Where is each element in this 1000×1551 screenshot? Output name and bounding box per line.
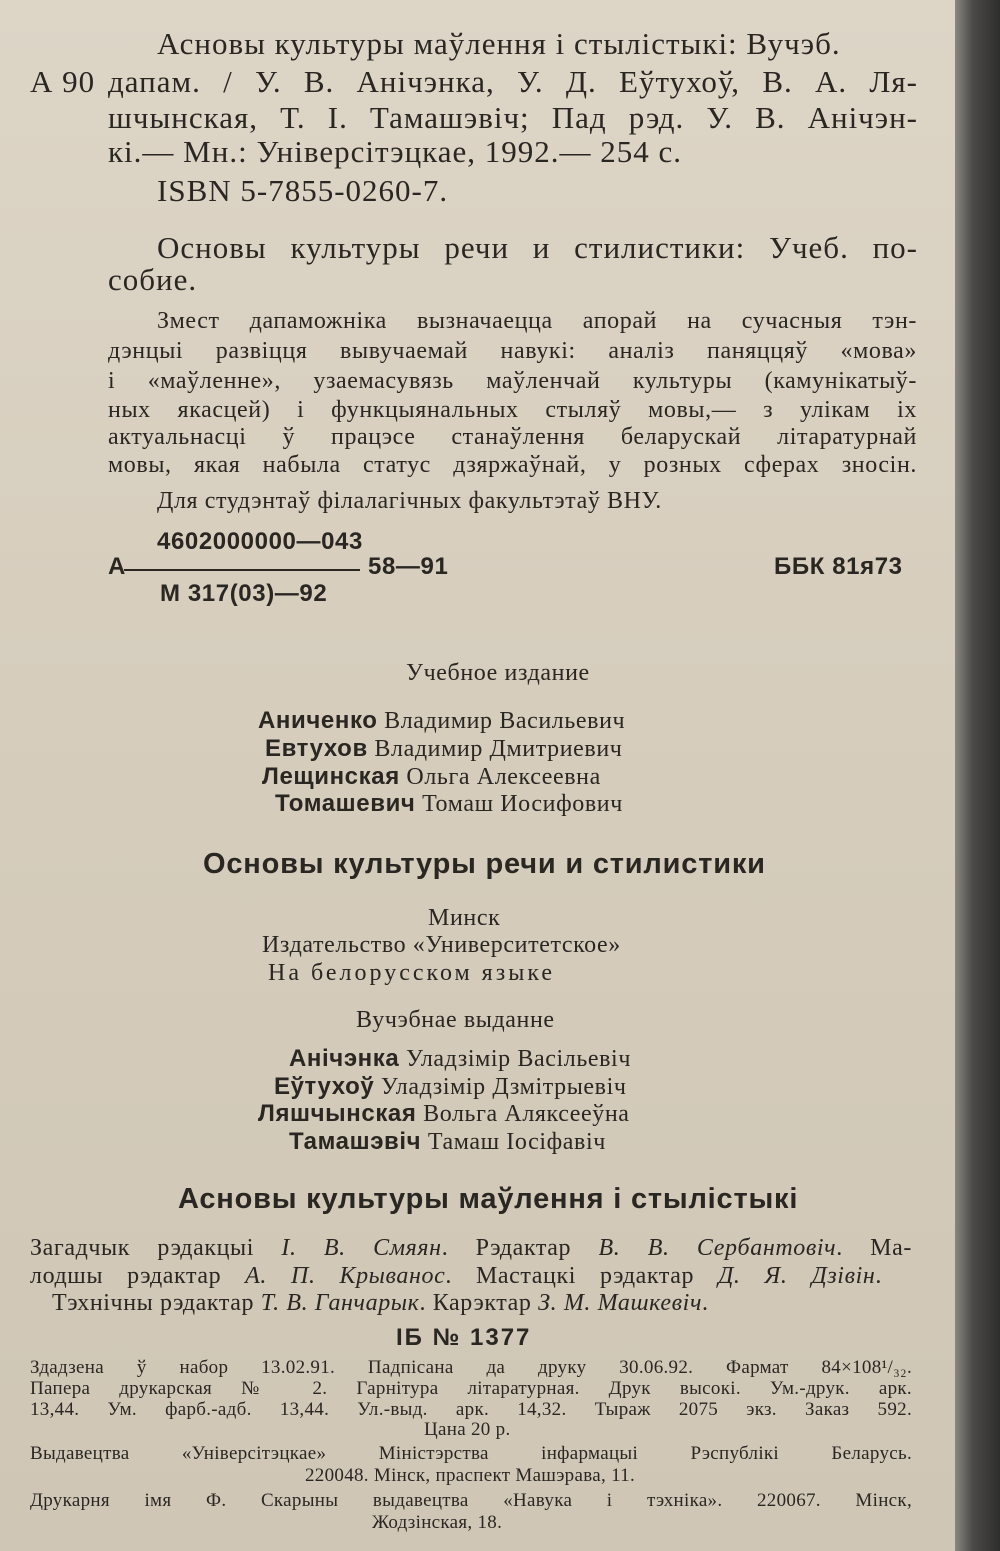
fraction-line	[124, 569, 360, 571]
editor-name: В. В. Сербантовіч	[598, 1235, 837, 1261]
by-author-3	[258, 1100, 630, 1128]
staff-line-3: Тэхнічны рэдактар Т. В. Ганчарык. Карэктар З. М. Машкевіч.	[52, 1290, 709, 1316]
print-info-line-2: Папера друкарская № 2. Гарнітура літаратурная. Друк высокі. Ум.-друк. арк.	[30, 1378, 912, 1399]
editor-label: Рэдактар	[475, 1235, 572, 1261]
bib-code: А 90	[30, 64, 96, 99]
publisher-line-2: 220048. Мінск, праспект Машэрава, 11.	[305, 1465, 636, 1486]
by-author-2-name: Уладзімір Дзмітрыевіч	[380, 1074, 627, 1100]
proofreader-name: З. М. Машкевіч	[538, 1290, 703, 1316]
tech-editor-label: Тэхнічны рэдактар	[52, 1290, 255, 1316]
by-author-1-surname: Анічэнка	[289, 1045, 400, 1072]
by-author-1-name: Уладзімір Васільевіч	[405, 1046, 631, 1072]
by-author-2	[274, 1073, 627, 1101]
print-info-line-3: 13,44. Ум. фарб.-адб. 13,44. Ул.-выд. арк. 14,32. Тыраж 2075 экз. Заказ 592.	[30, 1399, 912, 1420]
audience: Для студэнтаў філалагічных факультэтаў ВНУ.	[157, 488, 662, 514]
publisher-line-1: Выдавецтва «Універсітэцкае» Міністэрства інфармацыі Рэспублікі Беларусь.	[30, 1443, 912, 1464]
bbk-code: ББК 81я73	[774, 553, 903, 580]
code-numerator: 4602000000—043	[157, 528, 363, 555]
code-suffix: 58—91	[368, 553, 449, 580]
ru-language: На белорусском языке	[268, 960, 556, 986]
ru-author-3-name: Ольга Алексеевна	[406, 764, 601, 790]
ru-author-2-name: Владимир Дмитриевич	[374, 736, 623, 762]
by-author-4	[289, 1128, 606, 1156]
proofreader-label: Карэктар	[432, 1290, 532, 1316]
by-author-2-surname: Еўтухоў	[274, 1073, 375, 1100]
by-author-3-name: Вольга Аляксееўна	[423, 1101, 630, 1127]
printer-line-1: Друкарня імя Ф. Скарыны выдавецтва «Навука і тэхніка». 220067. Мінск,	[30, 1490, 912, 1511]
annotation-line-2: дэнцыі развіцця вывучаемай навукі: аналіз паняццяў «мова»	[108, 338, 917, 364]
bib-line-4: кі.— Мн.: Універсітэцкае, 1992.— 254 с.	[108, 134, 683, 169]
ru-parallel-title-line-1: Основы культуры речи и стилистики: Учеб. по-	[157, 230, 918, 265]
ru-publisher: Издательство «Университетское»	[262, 932, 621, 958]
print-info-line-1: Здадзена ў набор 13.02.91. Падпісана да друку 30.06.92. Фармат 84×108¹/₃₂.	[30, 1357, 912, 1378]
ru-author-2-surname: Евтухов	[265, 735, 368, 762]
printer-line-2: Жодзінская, 18.	[372, 1512, 503, 1533]
ib-number: ІБ № 1377	[396, 1324, 532, 1351]
staff-line-1: Загадчык рэдакцыі І. В. Смяян. Рэдактар В. В. Сербантовіч. Ма-	[30, 1235, 912, 1261]
art-editor-name: Д. Я. Дзівін	[718, 1263, 876, 1289]
by-author-4-name: Тамаш Іосіфавіч	[427, 1129, 606, 1155]
junior-editor-label: лодшы рэдактар	[30, 1263, 222, 1289]
junior-editor-name: А. П. Крыванос	[245, 1263, 446, 1289]
bib-line-3: шчынская, Т. І. Тамашэвіч; Пад рэд. У. В. Анічэн-	[108, 100, 918, 135]
ru-author-4	[275, 790, 623, 818]
isbn: ISBN 5-7855-0260-7.	[157, 173, 449, 208]
annotation-line-5: актуальнасці ў працэсе станаўлення беларускай літаратурнай	[108, 424, 917, 450]
bib-line-2: дапам. / У. В. Анічэнка, У. Д. Еўтухоў, В. А. Ля-	[108, 64, 918, 99]
hyphenated-prefix: Ма-	[870, 1235, 912, 1261]
book-edge-shadow	[955, 0, 1000, 1551]
by-edition-type: Вучэбнае выданне	[356, 1007, 555, 1033]
ru-city: Минск	[428, 905, 501, 931]
annotation-line-4: ных якасцей) і функцыянальных стыляў мовы,— з улікам іх	[108, 397, 917, 423]
staff-line-2: лодшы рэдактар А. П. Крыванос. Мастацкі рэдактар Д. Я. Дзівін.	[30, 1263, 882, 1289]
ru-author-4-name: Томаш Иосифович	[422, 791, 623, 817]
price: Цана 20 р.	[424, 1419, 511, 1440]
annotation-line-6: мовы, якая набыла статус дзяржаўнай, у розных сферах зносін.	[108, 452, 917, 478]
tech-editor-name: Т. В. Ганчарык	[260, 1290, 420, 1316]
ru-parallel-title-line-2: собие.	[108, 262, 198, 297]
head-editor-name: І. В. Смяян	[281, 1235, 442, 1261]
code-letter: А	[108, 553, 126, 580]
by-author-3-surname: Ляшчынская	[258, 1100, 417, 1127]
annotation-line-1: Змест дапаможніка вызначаецца апорай на сучасныя тэн-	[157, 308, 917, 334]
art-editor-label: Мастацкі рэдактар	[475, 1263, 695, 1289]
annotation-line-3: і «маўленне», узаемасувязь маўленчай культуры (камунікатыў-	[108, 368, 917, 394]
ru-author-2	[265, 735, 622, 763]
by-author-1	[289, 1045, 631, 1073]
ru-author-1-name: Владимир Васильевич	[384, 708, 626, 734]
ru-author-3-surname: Лещинская	[262, 763, 400, 790]
ru-author-1-surname: Аниченко	[258, 707, 378, 734]
bib-line-1: Асновы культуры маўлення і стылістыкі: Вучэб.	[157, 26, 841, 61]
ru-edition-type: Учебное издание	[406, 660, 590, 686]
code-denominator: М 317(03)—92	[160, 580, 328, 607]
ru-author-3	[262, 763, 601, 791]
ru-author-4-surname: Томашевич	[275, 790, 416, 817]
head-editor-label: Загадчык рэдакцыі	[30, 1235, 255, 1261]
by-book-title: Асновы культуры маўлення і стылістыкі	[178, 1183, 799, 1215]
ru-author-1	[258, 707, 625, 735]
ru-book-title: Основы культуры речи и стилистики	[203, 848, 766, 880]
by-author-4-surname: Тамашэвіч	[289, 1128, 422, 1155]
